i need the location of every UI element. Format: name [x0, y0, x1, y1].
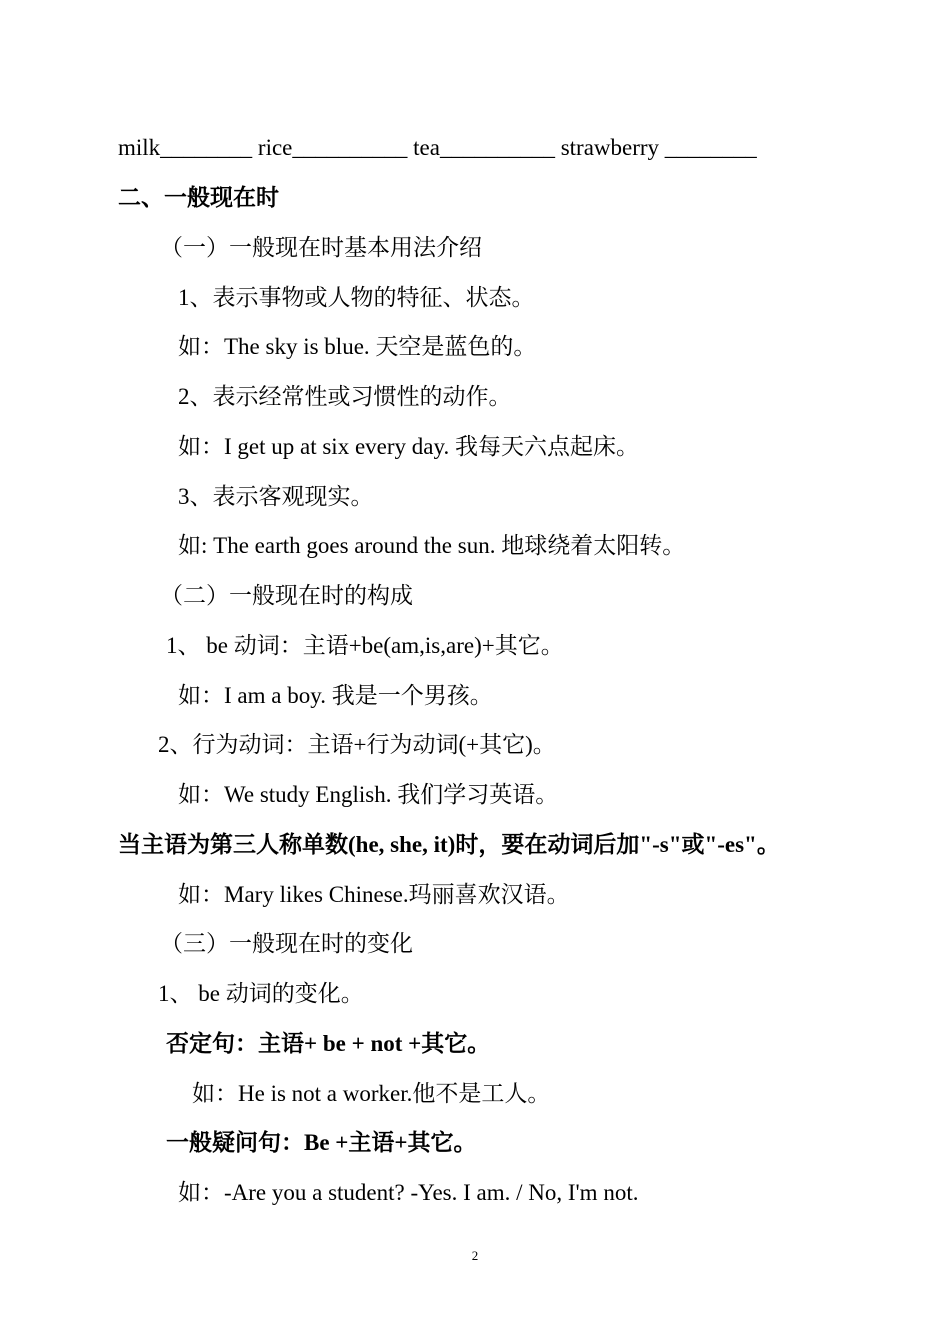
example-6: 如：Mary likes Chinese.玛丽喜欢汉语。	[178, 882, 570, 907]
subsection-heading-2: （二）一般现在时的构成	[160, 583, 413, 608]
example-3: 如: The earth goes around the sun. 地球绕着太阳转。	[178, 533, 686, 558]
negative-sentence-rule: 否定句：主语+ be + not +其它。	[166, 1031, 491, 1056]
usage-item-1: 1、表示事物或人物的特征、状态。	[178, 285, 535, 310]
section-heading: 二、一般现在时	[118, 185, 279, 210]
usage-item-3: 3、表示客观现实。	[178, 484, 374, 509]
structure-item-1: 1、 be 动词：主语+be(am,is,are)+其它。	[166, 633, 564, 658]
subsection-heading-3: （三）一般现在时的变化	[160, 931, 413, 956]
example-5: 如：We study English. 我们学习英语。	[178, 782, 559, 807]
structure-item-2: 2、行为动词：主语+行为动词(+其它)。	[158, 732, 556, 757]
example-1: 如：The sky is blue. 天空是蓝色的。	[178, 334, 537, 359]
page-number: 2	[471, 1248, 479, 1263]
example-7: 如：He is not a worker.他不是工人。	[192, 1081, 551, 1106]
vocab-blank-line: milk________ rice__________ tea__________ strawberry ________	[118, 135, 757, 160]
question-sentence-rule: 一般疑问句：Be +主语+其它。	[166, 1130, 477, 1155]
change-item-1: 1、 be 动词的变化。	[158, 981, 364, 1006]
example-4: 如：I am a boy. 我是一个男孩。	[178, 683, 493, 708]
usage-item-2: 2、表示经常性或习惯性的动作。	[178, 384, 512, 409]
example-2: 如：I get up at six every day. 我每天六点起床。	[178, 434, 639, 459]
subsection-heading-1: （一）一般现在时基本用法介绍	[160, 235, 482, 260]
third-person-rule: 当主语为第三人称单数(he, she, it)时，要在动词后加"-s"或"-es"。	[118, 832, 780, 857]
example-8: 如：-Are you a student? -Yes. I am. / No, I'm not.	[178, 1180, 639, 1205]
